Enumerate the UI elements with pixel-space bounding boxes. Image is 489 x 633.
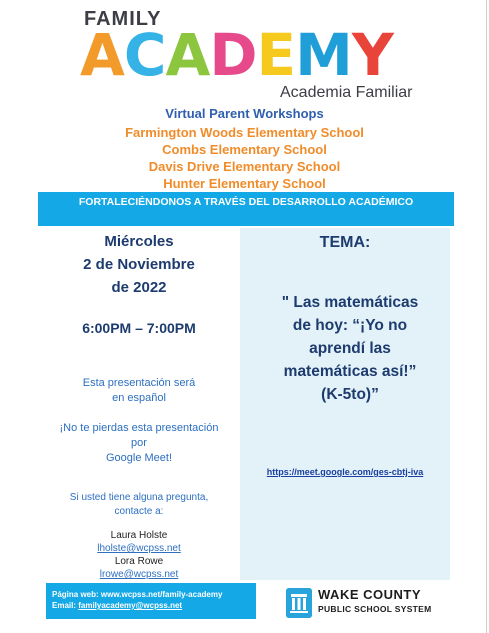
wake-county-logo-text: WAKE COUNTY — [318, 587, 421, 602]
event-day: Miércoles — [104, 233, 174, 250]
academy-letter: A — [165, 21, 210, 89]
topic-line: matemáticas así!” — [283, 363, 417, 380]
contact-email-link[interactable]: lholste@wcpss.net — [97, 543, 181, 554]
website-line: Página web: www.wcpss.net/family-academy — [52, 590, 223, 599]
google-meet-note-line3: Google Meet! — [105, 452, 173, 464]
school-name: Hunter Elementary School — [163, 176, 326, 191]
email-label: Email: — [52, 601, 79, 610]
family-heading: FAMILY — [84, 8, 162, 30]
school-name: Farmington Woods Elementary School — [125, 125, 364, 140]
language-note-line2: en español — [112, 392, 166, 404]
school-name: Combs Elementary School — [162, 142, 327, 157]
academy-letter: C — [123, 21, 166, 89]
academy-letter: Y — [351, 21, 393, 89]
wake-county-logo-icon — [286, 588, 312, 618]
academia-familiar-subtitle: Academia Familiar — [280, 84, 413, 101]
google-meet-note-line2: por — [131, 437, 147, 449]
theme-banner: FORTALECIÉNDONOS A TRAVÉS DEL DESARROLLO ACADÉMICO — [38, 192, 454, 226]
event-date: 2 de Noviembre — [83, 256, 195, 273]
topic-line: aprendí las — [309, 340, 391, 357]
academy-letter: E — [256, 21, 296, 89]
event-time: 6:00PM – 7:00PM — [82, 320, 196, 336]
academy-logo-text — [80, 21, 393, 89]
topic-line: de hoy: “¡Yo no — [292, 317, 408, 334]
contact-name: Lora Rowe — [114, 556, 164, 567]
topic-line: (K-5to)” — [321, 386, 379, 403]
google-meet-link[interactable]: https://meet.google.com/ges-cbtj-iva — [266, 467, 424, 477]
contact-name: Laura Holste — [110, 530, 168, 541]
footer-contact-box — [46, 583, 256, 619]
questions-note-line2: contacte a: — [114, 506, 164, 517]
workshops-title: Virtual Parent Workshops — [165, 106, 324, 121]
public-school-system-text: PUBLIC SCHOOL SYSTEM — [318, 604, 432, 614]
topic-label: TEMA: — [319, 234, 371, 251]
contact-email-link[interactable]: lrowe@wcpss.net — [99, 569, 179, 580]
questions-note-line1: Si usted tiene alguna pregunta, — [69, 492, 209, 503]
academy-letter: M — [295, 21, 352, 89]
footer-email-link[interactable]: familyacademy@wcpss.net — [78, 601, 183, 610]
page-edge-line — [486, 0, 487, 633]
school-name: Davis Drive Elementary School — [148, 159, 341, 174]
google-meet-note-line1: ¡No te pierdas esta presentación — [59, 422, 219, 434]
topic-text — [250, 291, 450, 406]
language-note-line1: Esta presentación será — [82, 377, 196, 389]
academy-letter: D — [209, 21, 257, 89]
email-line — [52, 601, 182, 610]
event-year: de 2022 — [111, 279, 167, 296]
academy-letter: A — [80, 21, 124, 89]
topic-line: " Las matemáticas — [281, 294, 419, 311]
